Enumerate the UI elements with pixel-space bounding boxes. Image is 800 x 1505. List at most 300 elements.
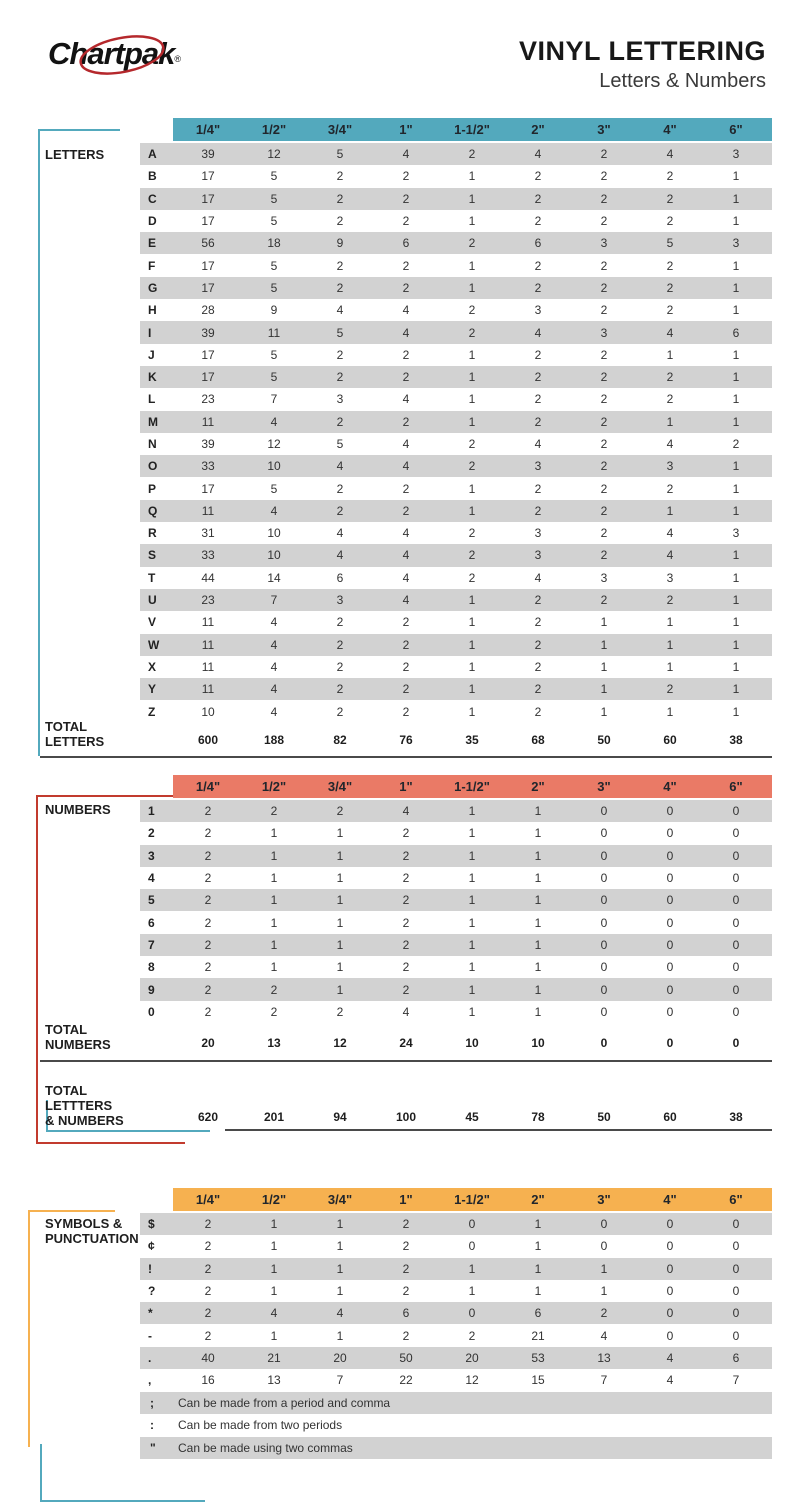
row-label: 0	[148, 1004, 155, 1019]
quantity-cell: 1	[732, 481, 740, 496]
quantity-cell: 17	[201, 347, 215, 362]
total-cell: 0	[600, 1036, 608, 1050]
quantity-cell: 2	[468, 437, 476, 451]
note-text: Can be made using two commas	[178, 1440, 353, 1455]
quantity-cell: 2	[468, 548, 476, 563]
size-column-header: 1-1/2"	[454, 779, 490, 794]
quantity-cell: 1	[732, 392, 740, 407]
quantity-cell: 2	[402, 615, 410, 630]
quantity-cell: 1	[468, 169, 476, 184]
table-row	[140, 344, 772, 366]
row-label: D	[148, 214, 157, 229]
quantity-cell: 6	[402, 236, 410, 251]
table-row	[140, 277, 772, 299]
title-block	[519, 36, 766, 93]
quantity-cell: 2	[666, 481, 674, 496]
quantity-cell: 56	[201, 236, 215, 251]
quantity-cell: 2	[336, 637, 344, 652]
table-row	[140, 433, 772, 455]
quantity-cell: 1	[534, 826, 542, 841]
grand-total-label-line3: & NUMBERS	[45, 1113, 124, 1128]
quantity-cell: 7	[732, 1373, 740, 1388]
table-row	[140, 800, 772, 822]
row-label: Q	[148, 503, 158, 518]
size-column-header: 2"	[531, 122, 545, 137]
quantity-cell: 2	[600, 526, 608, 541]
quantity-cell: 2	[600, 392, 608, 407]
quantity-cell: 1	[270, 826, 278, 841]
symbols-bracket-side	[28, 1210, 30, 1447]
quantity-cell: 1	[336, 982, 344, 997]
quantity-cell: 2	[666, 191, 674, 206]
quantity-cell: 5	[336, 437, 344, 451]
letters-section-label	[45, 147, 104, 162]
quantity-cell: 2	[666, 303, 674, 318]
size-column-header: 4"	[663, 1192, 677, 1207]
note-row	[140, 1437, 772, 1459]
table-row	[140, 1258, 772, 1280]
row-label: V	[148, 615, 157, 630]
quantity-cell: 1	[468, 804, 476, 819]
quantity-cell: 1	[270, 1284, 278, 1299]
quantity-cell: 2	[336, 481, 344, 496]
letters-totals-row	[140, 729, 772, 751]
quantity-cell: 0	[666, 1328, 674, 1343]
quantity-cell: 2	[402, 1284, 410, 1299]
quantity-cell: 1	[270, 1239, 278, 1254]
size-column-header: 3/4"	[327, 122, 353, 137]
total-numbers-label-line2: NUMBERS	[45, 1037, 111, 1052]
quantity-cell: 2	[204, 804, 212, 819]
quantity-cell: 39	[201, 437, 215, 451]
quantity-cell: 1	[732, 548, 740, 563]
quantity-cell: 0	[732, 804, 740, 819]
quantity-cell: 2	[732, 437, 740, 451]
table-row	[140, 889, 772, 911]
row-label: K	[148, 370, 157, 385]
quantity-cell: 1	[666, 659, 674, 674]
quantity-cell: 1	[468, 960, 476, 975]
quantity-cell: 2	[600, 258, 608, 273]
quantity-cell: 0	[666, 1239, 674, 1254]
quantity-cell: 2	[402, 826, 410, 841]
quantity-cell: 1	[468, 637, 476, 652]
quantity-cell: 2	[600, 414, 608, 429]
quantity-cell: 4	[270, 1306, 278, 1321]
size-column-header: 1"	[399, 779, 413, 794]
quantity-cell: 4	[402, 147, 410, 162]
quantity-cell: 2	[402, 1328, 410, 1343]
quantity-cell: 0	[666, 915, 674, 930]
quantity-cell: 1	[534, 848, 542, 863]
quantity-cell: 1	[732, 682, 740, 697]
quantity-cell: 6	[534, 1306, 542, 1321]
quantity-cell: 2	[600, 303, 608, 318]
note-row	[140, 1414, 772, 1436]
quantity-cell: 11	[201, 503, 215, 518]
quantity-cell: 2	[468, 303, 476, 318]
quantity-cell: 2	[270, 804, 278, 819]
quantity-cell: 2	[534, 637, 542, 652]
quantity-cell: 3	[600, 570, 608, 585]
table-row	[140, 544, 772, 566]
row-label: 2	[148, 826, 155, 841]
numbers-size-header	[173, 775, 772, 798]
quantity-cell: 2	[534, 659, 542, 674]
quantity-cell: 2	[336, 280, 344, 295]
quantity-cell: 23	[201, 392, 215, 407]
quantity-cell: 17	[201, 191, 215, 206]
total-cell: 620	[197, 1110, 219, 1124]
quantity-cell: 2	[666, 169, 674, 184]
quantity-cell: 1	[666, 637, 674, 652]
note-symbol: :	[150, 1418, 154, 1433]
quantity-cell: 4	[336, 303, 344, 318]
quantity-cell: 2	[336, 169, 344, 184]
quantity-cell: 3	[534, 303, 542, 318]
size-column-header: 3"	[597, 122, 611, 137]
quantity-cell: 2	[402, 191, 410, 206]
quantity-cell: 1	[732, 169, 740, 184]
quantity-cell: 13	[597, 1350, 611, 1365]
quantity-cell: 17	[201, 214, 215, 229]
table-row	[140, 656, 772, 678]
size-column-header: 1/2"	[261, 122, 287, 137]
quantity-cell: 1	[732, 347, 740, 362]
quantity-cell: 2	[336, 414, 344, 429]
quantity-cell: 1	[336, 826, 344, 841]
quantity-cell: 0	[732, 1004, 740, 1019]
letters-table	[140, 143, 772, 723]
quantity-cell: 0	[732, 960, 740, 975]
quantity-cell: 1	[666, 347, 674, 362]
quantity-cell: 0	[600, 804, 608, 819]
quantity-cell: 7	[270, 392, 278, 407]
quantity-cell: 1	[732, 704, 740, 719]
quantity-cell: 10	[267, 526, 281, 541]
quantity-cell: 2	[402, 481, 410, 496]
table-row	[140, 299, 772, 321]
quantity-cell: 1	[534, 893, 542, 908]
quantity-cell: 0	[468, 1306, 476, 1321]
quantity-cell: 0	[666, 893, 674, 908]
size-column-header: 1/2"	[261, 1192, 287, 1207]
quantity-cell: 1	[270, 915, 278, 930]
quantity-cell: 2	[666, 258, 674, 273]
quantity-cell: 1	[270, 1217, 278, 1232]
quantity-cell: 22	[399, 1373, 413, 1388]
table-row	[140, 978, 772, 1000]
quantity-cell: 4	[534, 437, 542, 451]
quantity-cell: 4	[666, 1373, 674, 1388]
quantity-cell: 33	[201, 459, 215, 474]
quantity-cell: 39	[201, 147, 215, 162]
quantity-cell: 4	[402, 804, 410, 819]
quantity-cell: 1	[468, 1284, 476, 1299]
quantity-cell: 7	[336, 1373, 344, 1388]
row-label: Y	[148, 682, 157, 697]
table-row	[140, 411, 772, 433]
grand-total-label	[45, 1083, 124, 1128]
quantity-cell: 4	[402, 548, 410, 563]
total-cell: 45	[465, 1110, 479, 1124]
quantity-cell: 0	[600, 1217, 608, 1232]
table-row	[140, 1369, 772, 1391]
quantity-cell: 2	[534, 258, 542, 273]
table-row	[140, 589, 772, 611]
quantity-cell: 1	[534, 1217, 542, 1232]
table-row	[140, 822, 772, 844]
quantity-cell: 5	[336, 147, 344, 162]
total-cell: 50	[597, 1110, 611, 1124]
quantity-cell: 4	[600, 1328, 608, 1343]
quantity-cell: 1	[600, 1261, 608, 1276]
total-cell: 38	[729, 1110, 743, 1124]
quantity-cell: 1	[534, 1004, 542, 1019]
quantity-cell: 1	[468, 871, 476, 886]
quantity-cell: 5	[270, 214, 278, 229]
numbers-bracket-side	[36, 795, 38, 1144]
quantity-cell: 0	[600, 982, 608, 997]
quantity-cell: 0	[600, 937, 608, 952]
quantity-cell: 0	[600, 960, 608, 975]
quantity-cell: 1	[600, 1284, 608, 1299]
quantity-cell: 4	[270, 414, 278, 429]
quantity-cell: 1	[468, 258, 476, 273]
row-label: 1	[148, 804, 155, 819]
quantity-cell: 4	[402, 570, 410, 585]
quantity-cell: 4	[666, 147, 674, 162]
quantity-cell: 2	[534, 593, 542, 608]
quantity-cell: 4	[336, 459, 344, 474]
total-cell: 12	[333, 1036, 347, 1050]
row-label: W	[148, 637, 160, 652]
quantity-cell: 3	[534, 548, 542, 563]
quantity-cell: 0	[732, 871, 740, 886]
quantity-cell: 2	[402, 1217, 410, 1232]
quantity-cell: 31	[201, 526, 215, 541]
table-row	[140, 522, 772, 544]
size-column-header: 1/4"	[195, 1192, 221, 1207]
note-text: Can be made from two periods	[178, 1418, 343, 1433]
quantity-cell: 2	[468, 236, 476, 251]
quantity-cell: 17	[201, 481, 215, 496]
quantity-cell: 2	[336, 682, 344, 697]
quantity-cell: 1	[468, 414, 476, 429]
total-letters-label-line1: TOTAL	[45, 719, 88, 734]
quantity-cell: 1	[534, 871, 542, 886]
grand-total-bracket-bottom	[46, 1130, 210, 1132]
size-column-header: 1"	[399, 122, 413, 137]
quantity-cell: 4	[534, 325, 542, 340]
quantity-cell: 1	[534, 915, 542, 930]
quantity-cell: 1	[270, 871, 278, 886]
quantity-cell: 2	[336, 214, 344, 229]
quantity-cell: 6	[732, 325, 740, 340]
quantity-cell: 2	[270, 982, 278, 997]
quantity-cell: 0	[732, 1328, 740, 1343]
quantity-cell: 2	[600, 191, 608, 206]
quantity-cell: 1	[336, 1284, 344, 1299]
quantity-cell: 4	[402, 526, 410, 541]
quantity-cell: 2	[468, 325, 476, 340]
quantity-cell: 3	[336, 392, 344, 407]
quantity-cell: 5	[270, 191, 278, 206]
quantity-cell: 1	[336, 871, 344, 886]
quantity-cell: 4	[270, 682, 278, 697]
table-row	[140, 867, 772, 889]
total-cell: 600	[197, 733, 219, 747]
row-label: 3	[148, 848, 155, 863]
row-label: A	[148, 147, 157, 162]
quantity-cell: 1	[468, 1004, 476, 1019]
quantity-cell: 23	[201, 593, 215, 608]
row-label: C	[148, 191, 157, 206]
table-row	[140, 143, 772, 165]
quantity-cell: 12	[267, 147, 281, 162]
quantity-cell: 2	[402, 414, 410, 429]
quantity-cell: 2	[336, 615, 344, 630]
bottom-bracket-side	[40, 1444, 42, 1502]
quantity-cell: 1	[468, 682, 476, 697]
quantity-cell: 11	[201, 682, 215, 697]
quantity-cell: 4	[270, 637, 278, 652]
quantity-cell: 2	[402, 848, 410, 863]
numbers-section-label	[45, 802, 111, 817]
quantity-cell: 0	[468, 1239, 476, 1254]
row-label: U	[148, 593, 157, 608]
quantity-cell: 11	[201, 615, 215, 630]
row-label: !	[148, 1261, 152, 1276]
quantity-cell: 2	[534, 615, 542, 630]
total-cell: 68	[531, 733, 545, 747]
row-label: 9	[148, 982, 155, 997]
total-numbers-label-line1: TOTAL	[45, 1022, 88, 1037]
quantity-cell: 0	[600, 1239, 608, 1254]
quantity-cell: 0	[468, 1217, 476, 1232]
registered-mark: ®	[174, 54, 182, 64]
quantity-cell: 3	[732, 147, 740, 162]
size-column-header: 3"	[597, 1192, 611, 1207]
table-row	[140, 254, 772, 276]
quantity-cell: 1	[468, 481, 476, 496]
quantity-cell: 0	[732, 1239, 740, 1254]
quantity-cell: 16	[201, 1373, 215, 1388]
quantity-cell: 1	[666, 704, 674, 719]
quantity-cell: 10	[267, 548, 281, 563]
quantity-cell: 3	[336, 593, 344, 608]
size-column-header: 1-1/2"	[454, 1192, 490, 1207]
row-label: S	[148, 548, 157, 563]
quantity-cell: 28	[201, 303, 215, 318]
quantity-cell: 3	[600, 325, 608, 340]
quantity-cell: 4	[336, 548, 344, 563]
quantity-cell: 2	[402, 169, 410, 184]
quantity-cell: 0	[666, 871, 674, 886]
row-label: H	[148, 303, 157, 318]
quantity-cell: 21	[531, 1328, 545, 1343]
quantity-cell: 2	[204, 1261, 212, 1276]
grand-total-label-line1: TOTAL	[45, 1083, 88, 1098]
quantity-cell: 0	[732, 1306, 740, 1321]
quantity-cell: 0	[732, 1261, 740, 1276]
quantity-cell: 0	[666, 1217, 674, 1232]
numbers-totals-row	[140, 1032, 772, 1054]
row-label: $	[148, 1217, 155, 1232]
quantity-cell: 2	[600, 214, 608, 229]
total-letters-label-line2: LETTERS	[45, 734, 105, 749]
table-row	[140, 1324, 772, 1346]
quantity-cell: 17	[201, 169, 215, 184]
table-row	[140, 845, 772, 867]
quantity-cell: 1	[336, 1328, 344, 1343]
quantity-cell: 2	[600, 280, 608, 295]
quantity-cell: 7	[270, 593, 278, 608]
quantity-cell: 1	[468, 347, 476, 362]
quantity-cell: 2	[204, 1306, 212, 1321]
total-cell: 50	[597, 733, 611, 747]
quantity-cell: 0	[600, 915, 608, 930]
note-symbol: ;	[150, 1396, 154, 1411]
quantity-cell: 3	[666, 570, 674, 585]
total-cell: 0	[666, 1036, 674, 1050]
quantity-cell: 0	[732, 848, 740, 863]
table-row	[140, 388, 772, 410]
row-label: E	[148, 236, 157, 251]
quantity-cell: 4	[336, 526, 344, 541]
quantity-cell: 4	[270, 615, 278, 630]
total-cell: 100	[395, 1110, 417, 1124]
total-cell: 24	[399, 1036, 413, 1050]
quantity-cell: 1	[468, 615, 476, 630]
quantity-cell: 2	[600, 347, 608, 362]
quantity-cell: 4	[534, 570, 542, 585]
table-row	[140, 700, 772, 722]
quantity-cell: 4	[666, 1350, 674, 1365]
quantity-cell: 2	[600, 593, 608, 608]
note-text: Can be made from a period and comma	[178, 1396, 391, 1411]
quantity-cell: 2	[204, 915, 212, 930]
quantity-cell: 2	[666, 593, 674, 608]
quantity-cell: 1	[336, 915, 344, 930]
quantity-cell: 2	[402, 258, 410, 273]
row-label: 4	[148, 871, 155, 886]
quantity-cell: 1	[336, 937, 344, 952]
total-cell: 82	[333, 733, 347, 747]
quantity-cell: 2	[204, 1284, 212, 1299]
quantity-cell: 13	[267, 1373, 281, 1388]
size-column-header: 1/4"	[195, 779, 221, 794]
numbers-divider-line	[40, 1060, 772, 1062]
quantity-cell: 0	[600, 893, 608, 908]
quantity-cell: 40	[201, 1350, 215, 1365]
quantity-cell: 1	[468, 593, 476, 608]
quantity-cell: 4	[666, 548, 674, 563]
quantity-cell: 1	[666, 414, 674, 429]
quantity-cell: 1	[468, 191, 476, 206]
quantity-cell: 2	[468, 1328, 476, 1343]
quantity-cell: 1	[732, 414, 740, 429]
quantity-cell: 0	[600, 826, 608, 841]
symbols-table	[140, 1213, 772, 1391]
quantity-cell: 50	[399, 1350, 413, 1365]
symbols-notes	[140, 1392, 772, 1459]
quantity-cell: 1	[534, 937, 542, 952]
quantity-cell: 2	[336, 704, 344, 719]
letters-bracket-side	[38, 129, 40, 756]
quantity-cell: 18	[267, 236, 281, 251]
numbers-table	[140, 800, 772, 1023]
